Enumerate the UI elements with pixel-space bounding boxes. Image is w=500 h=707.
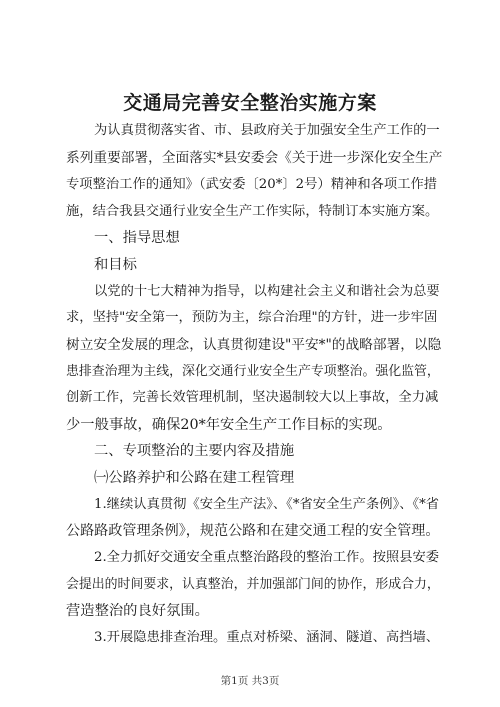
- body-line: 营造整治的良好氛围。: [66, 603, 209, 619]
- document-title: 交通局完善安全整治实施方案: [123, 92, 377, 114]
- body-line: 为认真贯彻落实省、市、县政府关于加强安全生产工作的一: [94, 123, 440, 138]
- body-line: 少一般事故，确保20*年安全生产工作目标的实现。: [66, 417, 392, 433]
- subsection-heading: ㈠公路养护和公路在建工程管理: [94, 470, 295, 486]
- page-footer: 第1页 共3页: [220, 675, 280, 687]
- body-line: 以党的十七大精神为指导，以构建社会主义和谐社会为总要: [94, 284, 440, 299]
- body-line: 3.开展隐患排查治理。重点对桥梁、涵洞、隧道、高挡墙、: [94, 630, 440, 645]
- section-heading: 和目标: [94, 257, 137, 273]
- body-line: 患排查治理为主线，深化交通行业安全生产专项整治。强化监管，: [66, 364, 440, 379]
- body-line: 1.继续认真贯彻《安全生产法》、《*省安全生产条例》、《*省: [94, 497, 440, 512]
- body-line: 创新工作，完善长效管理机制，坚决遏制较大以上事故，全力减: [66, 390, 439, 405]
- section-heading: 一、指导思想: [94, 230, 180, 246]
- body-line: 2.全力抓好交通安全重点整治路段的整治工作。按照县安委: [94, 550, 440, 565]
- section-heading: 二、专项整治的主要内容及措施: [94, 443, 295, 459]
- body-line: 树立安全发展的理念，认真贯彻建设"平安*"的战略部署，以隐: [66, 337, 442, 353]
- body-line: 会提出的时间要求，认真整治，并加强部门间的协作，形成合力，: [66, 577, 440, 592]
- body-line: 专项整治工作的通知》（武安委〔20*〕2号）精神和各项工作措: [66, 177, 438, 192]
- body-line: 施，结合我县交通行业安全生产工作实际，特制订本实施方案。: [66, 204, 439, 219]
- body-line: 系列重要部署，全面落实*县安委会《关于进一步深化安全生产: [66, 150, 443, 166]
- body-line: 求，坚持"安全第一，预防为主，综合治理"的方针，进一步牢固: [66, 310, 438, 325]
- body-line: 公路路政管理条例》，规范公路和在建交通工程的安全管理。: [66, 523, 440, 539]
